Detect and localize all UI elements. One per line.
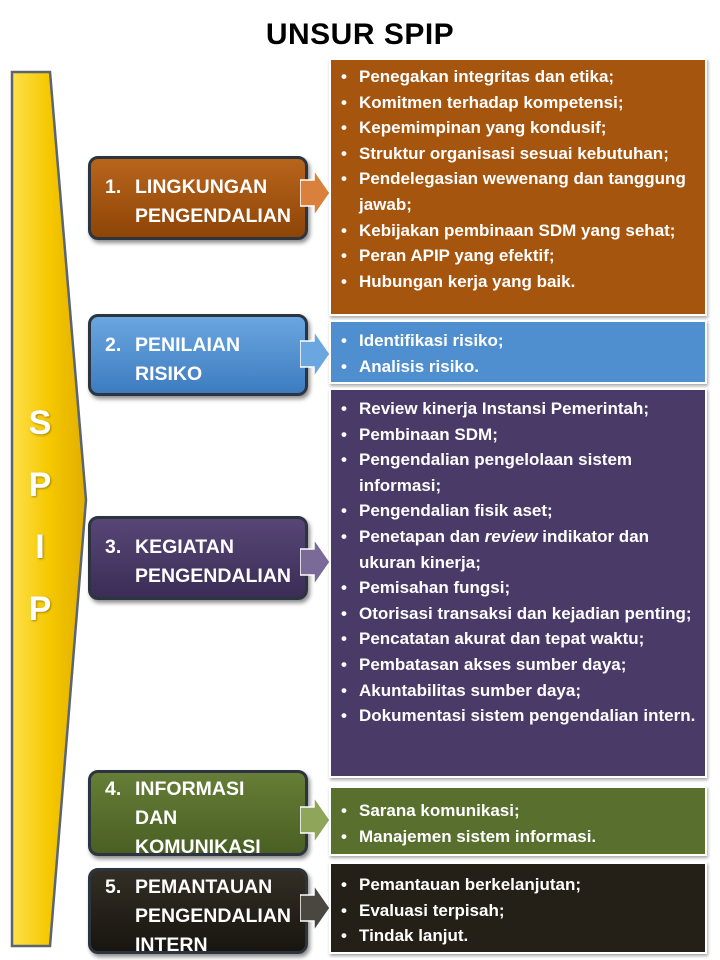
list-item: • Pembatasan akses sumber daya; (341, 652, 697, 678)
spip-vertical-label (14, 392, 66, 640)
list-item: • Kepemimpinan yang kondusif; (341, 115, 697, 141)
list-item: • Manajemen sistem informasi. (341, 824, 697, 850)
list-item: • Komitmen terhadap kompetensi; (341, 90, 697, 116)
list-item: • Pendelegasian wewenang dan tanggung jawab; (341, 166, 697, 217)
list-item: • Pemisahan fungsi; (341, 575, 697, 601)
connector-arrow-lingkungan (300, 168, 332, 218)
component-label: DAN (135, 807, 178, 829)
list-item: • Pencatatan akurat dan tepat waktu; (341, 626, 697, 652)
connector-arrow-pemantauan (300, 883, 332, 933)
connector-arrow-penilaian (300, 329, 332, 379)
spip-letter-s: S (28, 404, 52, 442)
spip-letter-p: P (28, 466, 52, 504)
component-label: RISIKO (135, 363, 203, 385)
list-item: • Pengendalian pengelolaan sistem informasi; (341, 447, 697, 498)
list-item: • Dokumentasi sistem pengendalian intern. (341, 703, 697, 729)
component-box-penilaian (88, 314, 308, 396)
item-list-kegiatan (329, 388, 707, 778)
connector-arrow-informasi (300, 795, 332, 845)
item-list-pemantauan (329, 862, 707, 954)
list-item: • Penegakan integritas dan etika; (341, 64, 697, 90)
list-item: • Pembinaan SDM; (341, 422, 697, 448)
component-box-pemantauan (88, 868, 308, 954)
list-item: • Analisis risiko. (341, 354, 697, 380)
list-item: • Evaluasi terpisah; (341, 898, 697, 924)
item-list-penilaian (329, 320, 707, 384)
list-item: • Struktur organisasi sesuai kebutuhan; (341, 141, 697, 167)
connector-arrow-kegiatan (300, 537, 332, 587)
component-label: INTERN (135, 934, 208, 956)
component-label: KEGIATAN (135, 536, 234, 558)
component-box-informasi (88, 770, 308, 856)
item-list-lingkungan (329, 58, 707, 316)
component-label: INFORMASI (135, 778, 245, 800)
page-title: UNSUR SPIP (265, 18, 455, 51)
list-item: • Pemantauan berkelanjutan; (341, 872, 697, 898)
item-list-informasi (329, 786, 707, 856)
component-label: PEMANTAUAN (135, 876, 273, 898)
list-item: • Review kinerja Instansi Pemerintah; (341, 396, 697, 422)
component-label: PENGENDALIAN (135, 905, 292, 927)
list-item: • Otorisasi transaksi dan kejadian penting; (341, 601, 697, 627)
component-number: 5. (105, 876, 122, 898)
component-label: PENGENDALIAN (135, 565, 292, 587)
component-number: 4. (105, 778, 122, 800)
component-label: PENILAIAN (135, 334, 241, 356)
list-item: • Kebijakan pembinaan SDM yang sehat; (341, 218, 697, 244)
spip-letter-i: I (35, 528, 45, 566)
component-box-kegiatan (88, 516, 308, 600)
component-number: 2. (105, 334, 122, 356)
italic-word: review (484, 526, 538, 546)
component-number: 1. (105, 176, 122, 198)
spip-letter-p2: P (28, 590, 52, 628)
list-item: • Peran APIP yang efektif; (341, 243, 697, 269)
list-item: • Sarana komunikasi; (341, 798, 697, 824)
component-number: 3. (105, 536, 122, 558)
list-item: • Pengendalian fisik aset; (341, 498, 697, 524)
component-label: LINGKUNGAN (135, 176, 268, 198)
list-item: • Identifikasi risiko; (341, 328, 697, 354)
list-item: • Tindak lanjut. (341, 923, 697, 949)
list-item: • Penetapan dan review indikator dan ukuran kinerja; (341, 524, 697, 575)
component-label: PENGENDALIAN (135, 205, 292, 227)
component-box-lingkungan (88, 156, 308, 240)
list-item: • Hubungan kerja yang baik. (341, 269, 697, 295)
component-label: KOMUNIKASI (135, 836, 261, 858)
list-item: • Akuntabilitas sumber daya; (341, 678, 697, 704)
